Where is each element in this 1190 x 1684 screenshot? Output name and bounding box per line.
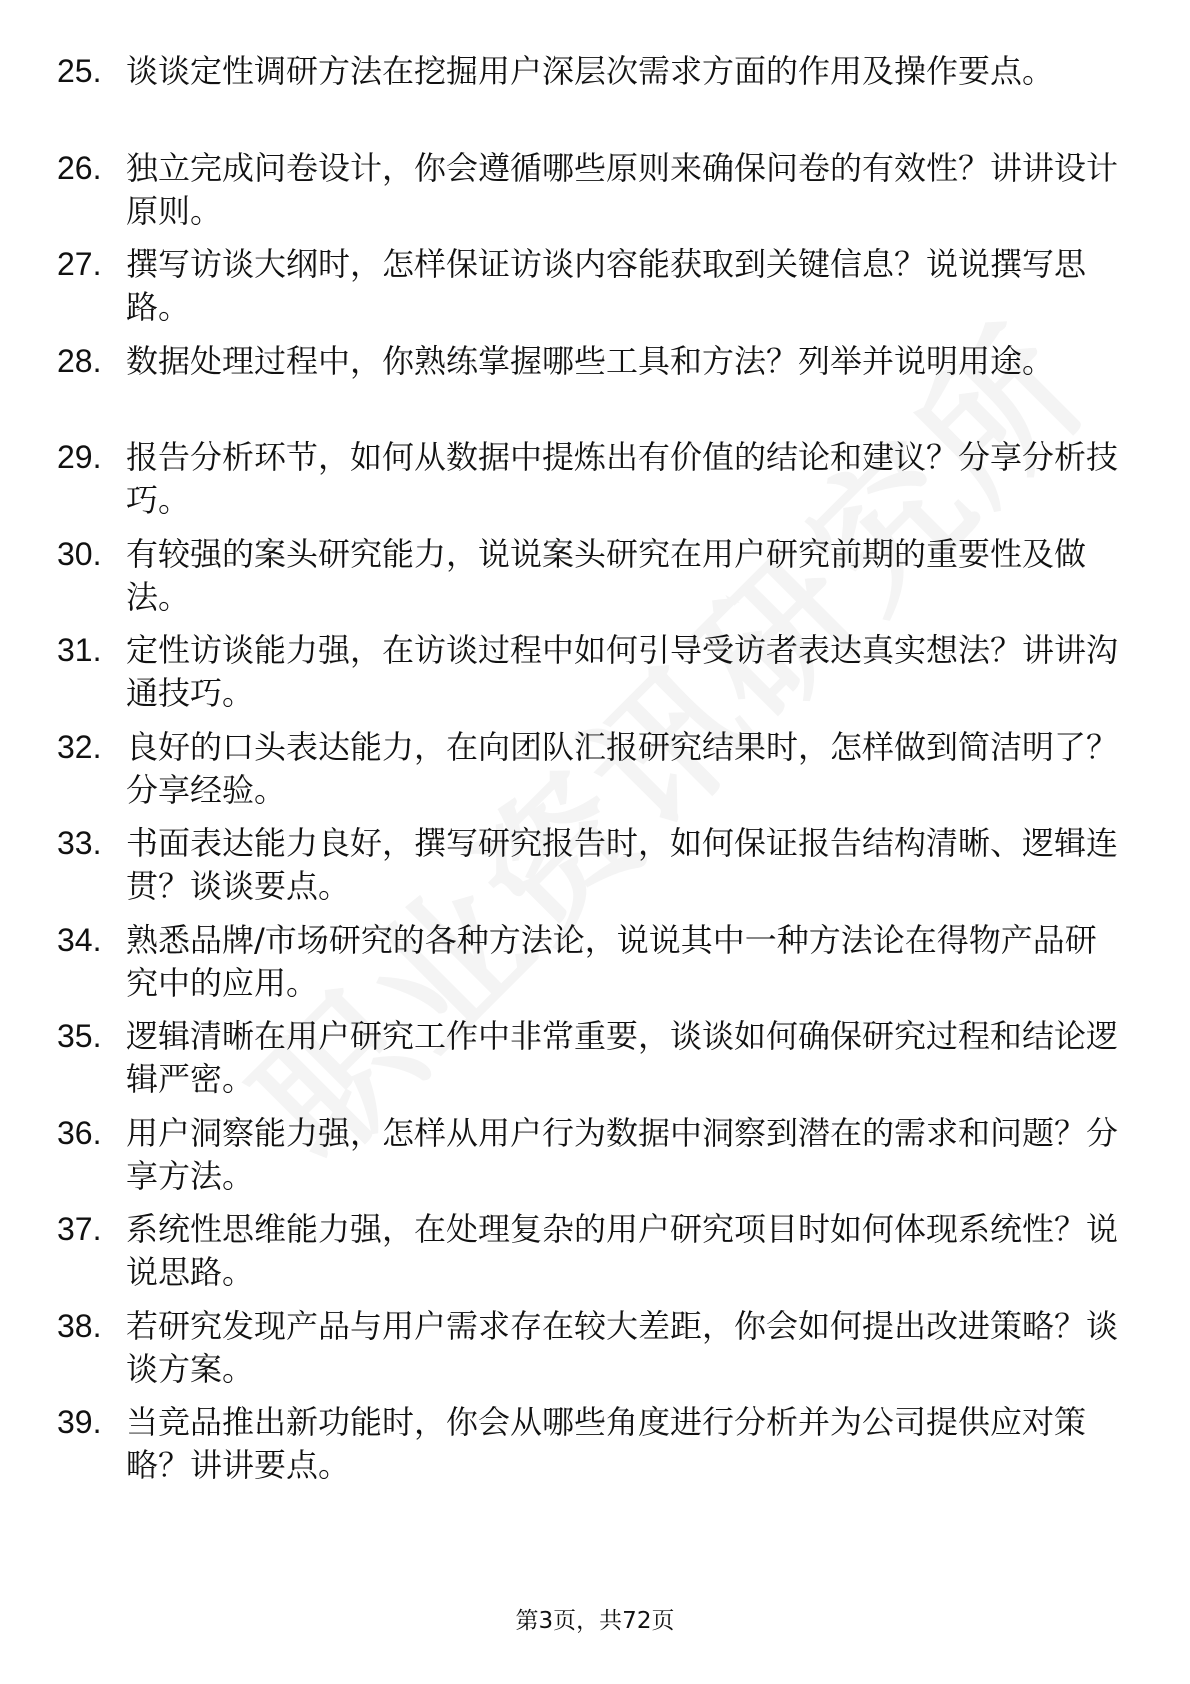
- question-text: 数据处理过程中，你熟练掌握哪些工具和方法？列举并说明用途。: [126, 342, 1055, 380]
- question-text: 良好的口头表达能力，在向团队汇报研究结果时，怎样做到简洁明了？分享经验。: [126, 728, 1119, 809]
- question-item-32: [0, 726, 1190, 812]
- question-text: 熟悉品牌/市场研究的各种方法论，说说其中一种方法论在得物产品研究中的应用。: [126, 921, 1097, 1002]
- question-number: 27.: [57, 246, 102, 282]
- question-number: 26.: [57, 150, 102, 186]
- question-text: 系统性思维能力强，在处理复杂的用户研究项目时如何体现系统性？说说思路。: [126, 1210, 1119, 1291]
- question-number: 25.: [57, 53, 102, 89]
- question-number: 38.: [57, 1308, 102, 1344]
- question-item-38: [0, 1305, 1190, 1391]
- question-number: 39.: [57, 1404, 102, 1440]
- question-text: 若研究发现产品与用户需求存在较大差距，你会如何提出改进策略？谈谈方案。: [126, 1307, 1119, 1388]
- page-footer: 第3页，共72页: [515, 1608, 675, 1634]
- question-number: 33.: [57, 825, 102, 861]
- question-item-39: [0, 1401, 1190, 1487]
- question-item-28: [0, 340, 1190, 426]
- question-item-29: [0, 436, 1190, 522]
- question-text: 谈谈定性调研方法在挖掘用户深层次需求方面的作用及操作要点。: [126, 52, 1055, 90]
- question-number: 37.: [57, 1211, 102, 1247]
- question-number: 36.: [57, 1115, 102, 1151]
- question-text: 逻辑清晰在用户研究工作中非常重要，谈谈如何确保研究过程和结论逻辑严密。: [126, 1017, 1119, 1098]
- question-item-31: [0, 629, 1190, 715]
- question-item-26: [0, 147, 1190, 233]
- question-number: 30.: [57, 536, 102, 572]
- question-number: 34.: [57, 922, 102, 958]
- question-number: 28.: [57, 343, 102, 379]
- question-text: 定性访谈能力强，在访谈过程中如何引导受访者表达真实想法？讲讲沟通技巧。: [126, 631, 1119, 712]
- question-text: 当竞品推出新功能时，你会从哪些角度进行分析并为公司提供应对策略？讲讲要点。: [126, 1403, 1087, 1484]
- question-number: 35.: [57, 1018, 102, 1054]
- question-text: 用户洞察能力强，怎样从用户行为数据中洞察到潜在的需求和问题？分享方法。: [126, 1114, 1119, 1195]
- question-item-35: [0, 1015, 1190, 1101]
- question-item-36: [0, 1112, 1190, 1198]
- question-number: 32.: [57, 729, 102, 765]
- question-item-33: [0, 822, 1190, 908]
- question-text: 撰写访谈大纲时，怎样保证访谈内容能获取到关键信息？说说撰写思路。: [126, 245, 1087, 326]
- question-item-30: [0, 533, 1190, 619]
- question-text: 报告分析环节，如何从数据中提炼出有价值的结论和建议？分享分析技巧。: [126, 438, 1119, 519]
- question-text: 有较强的案头研究能力，说说案头研究在用户研究前期的重要性及做法。: [126, 535, 1087, 616]
- question-item-25: [0, 50, 1190, 136]
- question-item-34: [0, 919, 1190, 1005]
- question-item-37: [0, 1208, 1190, 1294]
- question-text: 书面表达能力良好，撰写研究报告时，如何保证报告结构清晰、逻辑连贯？谈谈要点。: [126, 824, 1119, 905]
- question-item-27: [0, 243, 1190, 329]
- question-text: 独立完成问卷设计，你会遵循哪些原则来确保问卷的有效性？讲讲设计原则。: [126, 149, 1119, 230]
- question-number: 29.: [57, 439, 102, 475]
- question-number: 31.: [57, 632, 102, 668]
